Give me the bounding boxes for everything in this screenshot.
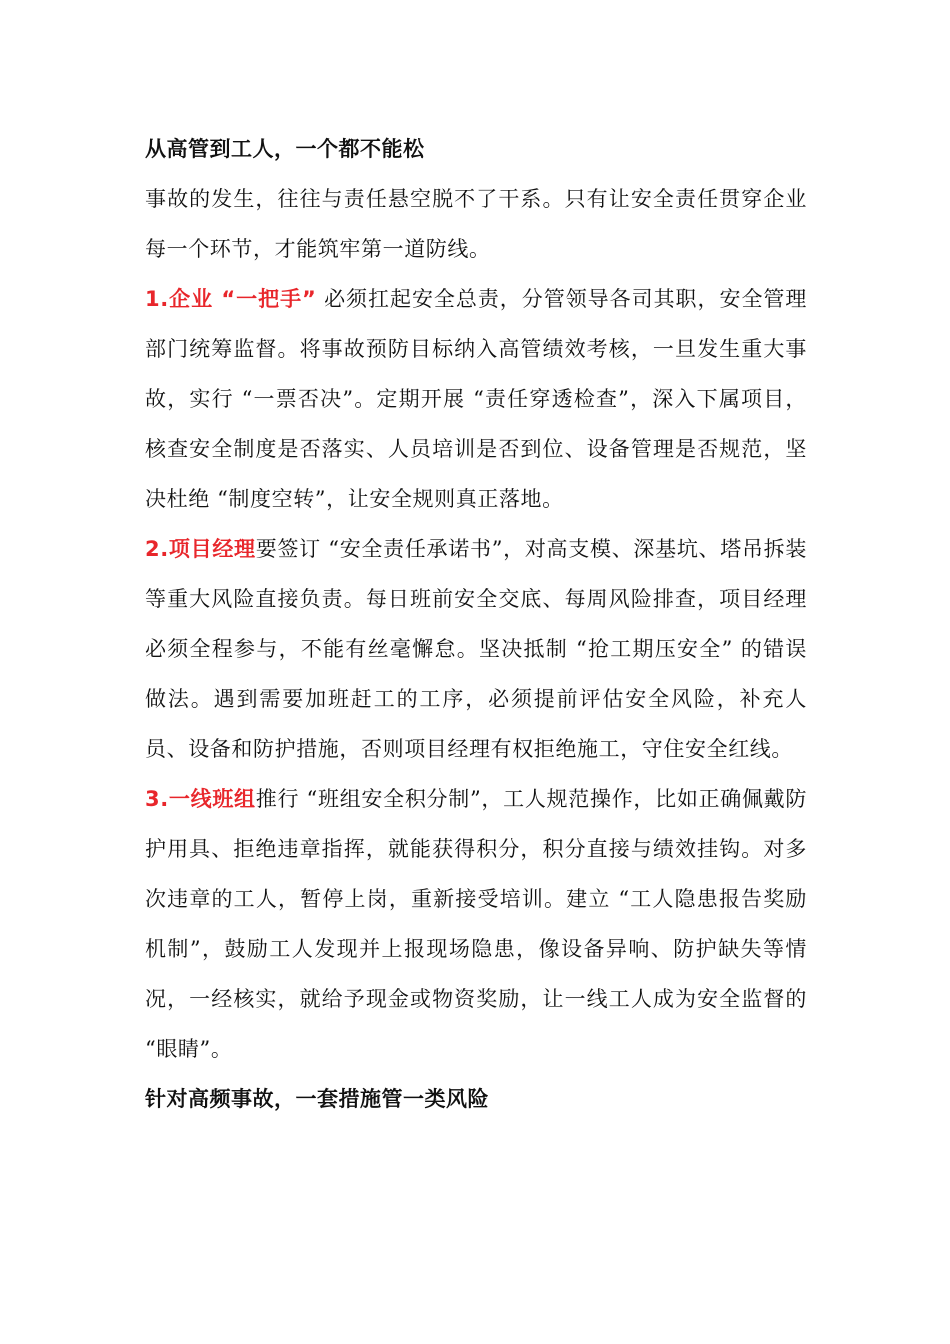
section-heading-measures: 针对高频事故，一套措施管一类风险	[145, 1087, 489, 1111]
document-body	[145, 124, 807, 1124]
item-lead-frontline-team: 3.一线班组	[145, 787, 256, 811]
item-text-frontline-team: 推行 “班组安全积分制”，工人规范操作，比如正确佩戴防护用具、拒绝违章指挥，就能获得积分，积分直接与绩效挂钩。对多次违章的工人，暂停上岗，重新接受培训。建立 “工人隐患报告奖励机制”，鼓励工人发现并上报现场隐患，像设备异响、防护缺失等情况，一经核实，就给予现金或物资奖励，让一线工人成为安全监督的 “眼睛”。	[145, 787, 807, 1061]
item-text-company-leader: 必须扛起安全总责，分管领导各司其职，安全管理部门统筹监督。将事故预防目标纳入高管绩效考核，一旦发生重大事故，实行 “一票否决”。定期开展 “责任穿透检查”，深入下属项目，核查安全制度是否落实、人员培训是否到位、设备管理是否规范，坚决杜绝 “制度空转”，让安全规则真正落地。	[145, 287, 807, 511]
item-paragraph-project-manager	[145, 524, 807, 774]
item-lead-project-manager: 2.项目经理	[145, 537, 256, 561]
intro-paragraph: 事故的发生，往往与责任悬空脱不了干系。只有让安全责任贯穿企业每一个环节，才能筑牢第一道防线。	[145, 187, 807, 261]
item-lead-company-leader: 1.企业 “一把手”	[145, 287, 317, 311]
item-paragraph-company-leader	[145, 274, 807, 524]
item-paragraph-frontline-team	[145, 774, 807, 1074]
section-heading-responsibility: 从高管到工人，一个都不能松	[145, 137, 425, 161]
item-text-project-manager: 要签订 “安全责任承诺书”，对高支模、深基坑、塔吊拆装等重大风险直接负责。每日班前安全交底、每周风险排查，项目经理必须全程参与，不能有丝毫懈怠。坚决抵制 “抢工期压安全” 的错误做法。遇到需要加班赶工的工序，必须提前评估安全风险，补充人员、设备和防护措施，否则项目经理有权拒绝施工，守住安全红线。	[145, 537, 807, 761]
